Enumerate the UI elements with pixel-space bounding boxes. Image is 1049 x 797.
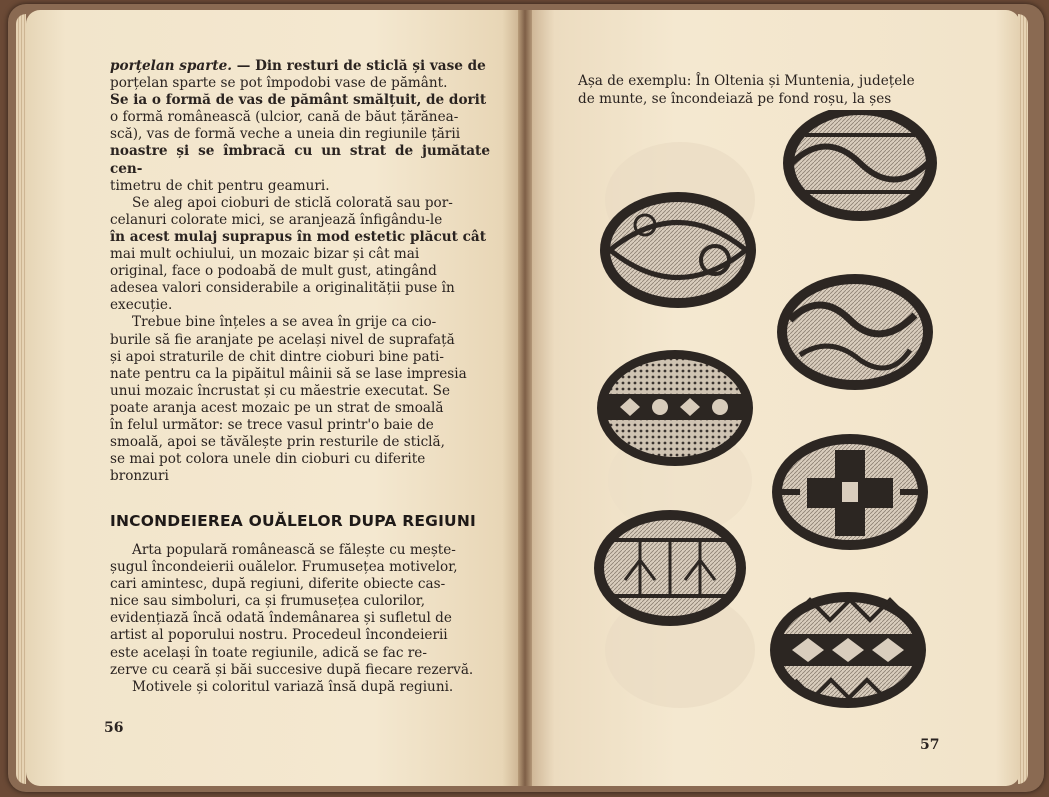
line: este același în toate regiunile, adică se fac re- <box>110 644 427 661</box>
line: scă), vas de formă veche a uneia din regiunile țării <box>110 126 461 143</box>
paragraph-5 <box>110 679 482 696</box>
egg-row1-left <box>600 192 756 308</box>
line: artist al poporului nostru. Procedeul încondeierii <box>110 627 448 644</box>
line: cari amintesc, după regiuni, diferite obiecte cas- <box>110 576 446 593</box>
egg-row3-left <box>594 510 746 626</box>
page-edge-left <box>16 14 26 784</box>
line: porțelan sparte se pot împodobi vase de pământ. <box>110 75 448 92</box>
paragraph-4 <box>110 542 482 679</box>
line: poate aranja acest mozaic pe un strat de smoală <box>110 399 444 416</box>
egg-row2-left <box>597 350 753 466</box>
line: Trebue bine înțeles a se avea în grije ca cio- <box>132 314 437 331</box>
line: se mai pot colora unele din cioburi cu diferite <box>110 451 426 468</box>
line: celanuri colorate mici, se aranjează înfigându-le <box>110 211 443 228</box>
left-text-block-2 <box>110 542 482 696</box>
line: de munte, se încondeiază pe fond roșu, la șes <box>578 91 892 107</box>
paragraph-2 <box>110 195 490 315</box>
line: burile să fie aranjate pe același nivel de suprafață <box>110 331 455 348</box>
line: evidențiază încă odată îndemânarea și sufletul de <box>110 610 452 627</box>
line: și apoi straturile de chit dintre cioburi bine pati- <box>110 348 444 365</box>
paragraph-3 <box>110 314 490 485</box>
line: Se aleg apoi cioburi de sticlă colorată sau por- <box>132 194 453 211</box>
line: o formă românească (ulcior, cană de băut țărănea- <box>110 109 459 126</box>
line: bronzuri <box>110 468 169 485</box>
section-heading: INCONDEIEREA OUĂLELOR DUPA REGIUNI <box>110 512 476 530</box>
right-text-block <box>578 72 950 108</box>
line: original, face o podoabă de mult gust, atingând <box>110 263 437 280</box>
egg-row2-right <box>777 274 933 390</box>
egg-illustrations <box>530 110 1010 720</box>
line: noastre și se îmbracă cu un strat de jumătate cen- <box>110 143 490 177</box>
line: nate pentru ca la pipăitul mâinii să se lase impresia <box>110 365 467 382</box>
line: Se ia o formă de vas de pământ smălțuit, de dorit <box>110 92 487 109</box>
line: zerve cu ceară și băi succesive după fiecare rezervă. <box>110 661 474 678</box>
left-text-block-1 <box>110 58 490 485</box>
egg-bottom-right <box>770 592 926 708</box>
line: Așa de exemplu: În Oltenia și Muntenia, județele <box>578 73 915 89</box>
line: unui mozaic încrustat și cu măestrie executat. Se <box>110 382 451 399</box>
line: în felul următor: se trece vasul printr'o baie de <box>110 416 434 433</box>
line: execuție. <box>110 297 173 314</box>
line: timetru de chit pentru geamuri. <box>110 177 330 194</box>
line: mai mult ochiului, un mozaic bizar și cât mai <box>110 246 420 263</box>
line: șugul încondeierii ouălelor. Frumusețea motivelor, <box>110 559 458 576</box>
line: Arta populară românească se fălește cu mește- <box>132 542 456 558</box>
line: nice sau simboluri, ca și frumusețea culorilor, <box>110 593 426 610</box>
page-number-left: 56 <box>104 720 124 736</box>
paragraph-1 <box>110 58 490 195</box>
line: adesea valori considerabile a originalității puse în <box>110 280 455 297</box>
line: — Din resturi de sticlă și vase de <box>232 58 486 74</box>
page-number-right: 57 <box>920 737 940 753</box>
line: smoală, apoi se tăvălește prin resturile de sticlă, <box>110 434 445 451</box>
paragraph-lead: porțelan sparte. <box>110 58 233 74</box>
line: în acest mulaj suprapus în mod estetic plăcut cât <box>110 228 487 245</box>
egg-row3-right <box>772 434 928 550</box>
line: Motivele și coloritul variază însă după regiuni. <box>132 678 454 695</box>
egg-top-right <box>783 110 937 221</box>
